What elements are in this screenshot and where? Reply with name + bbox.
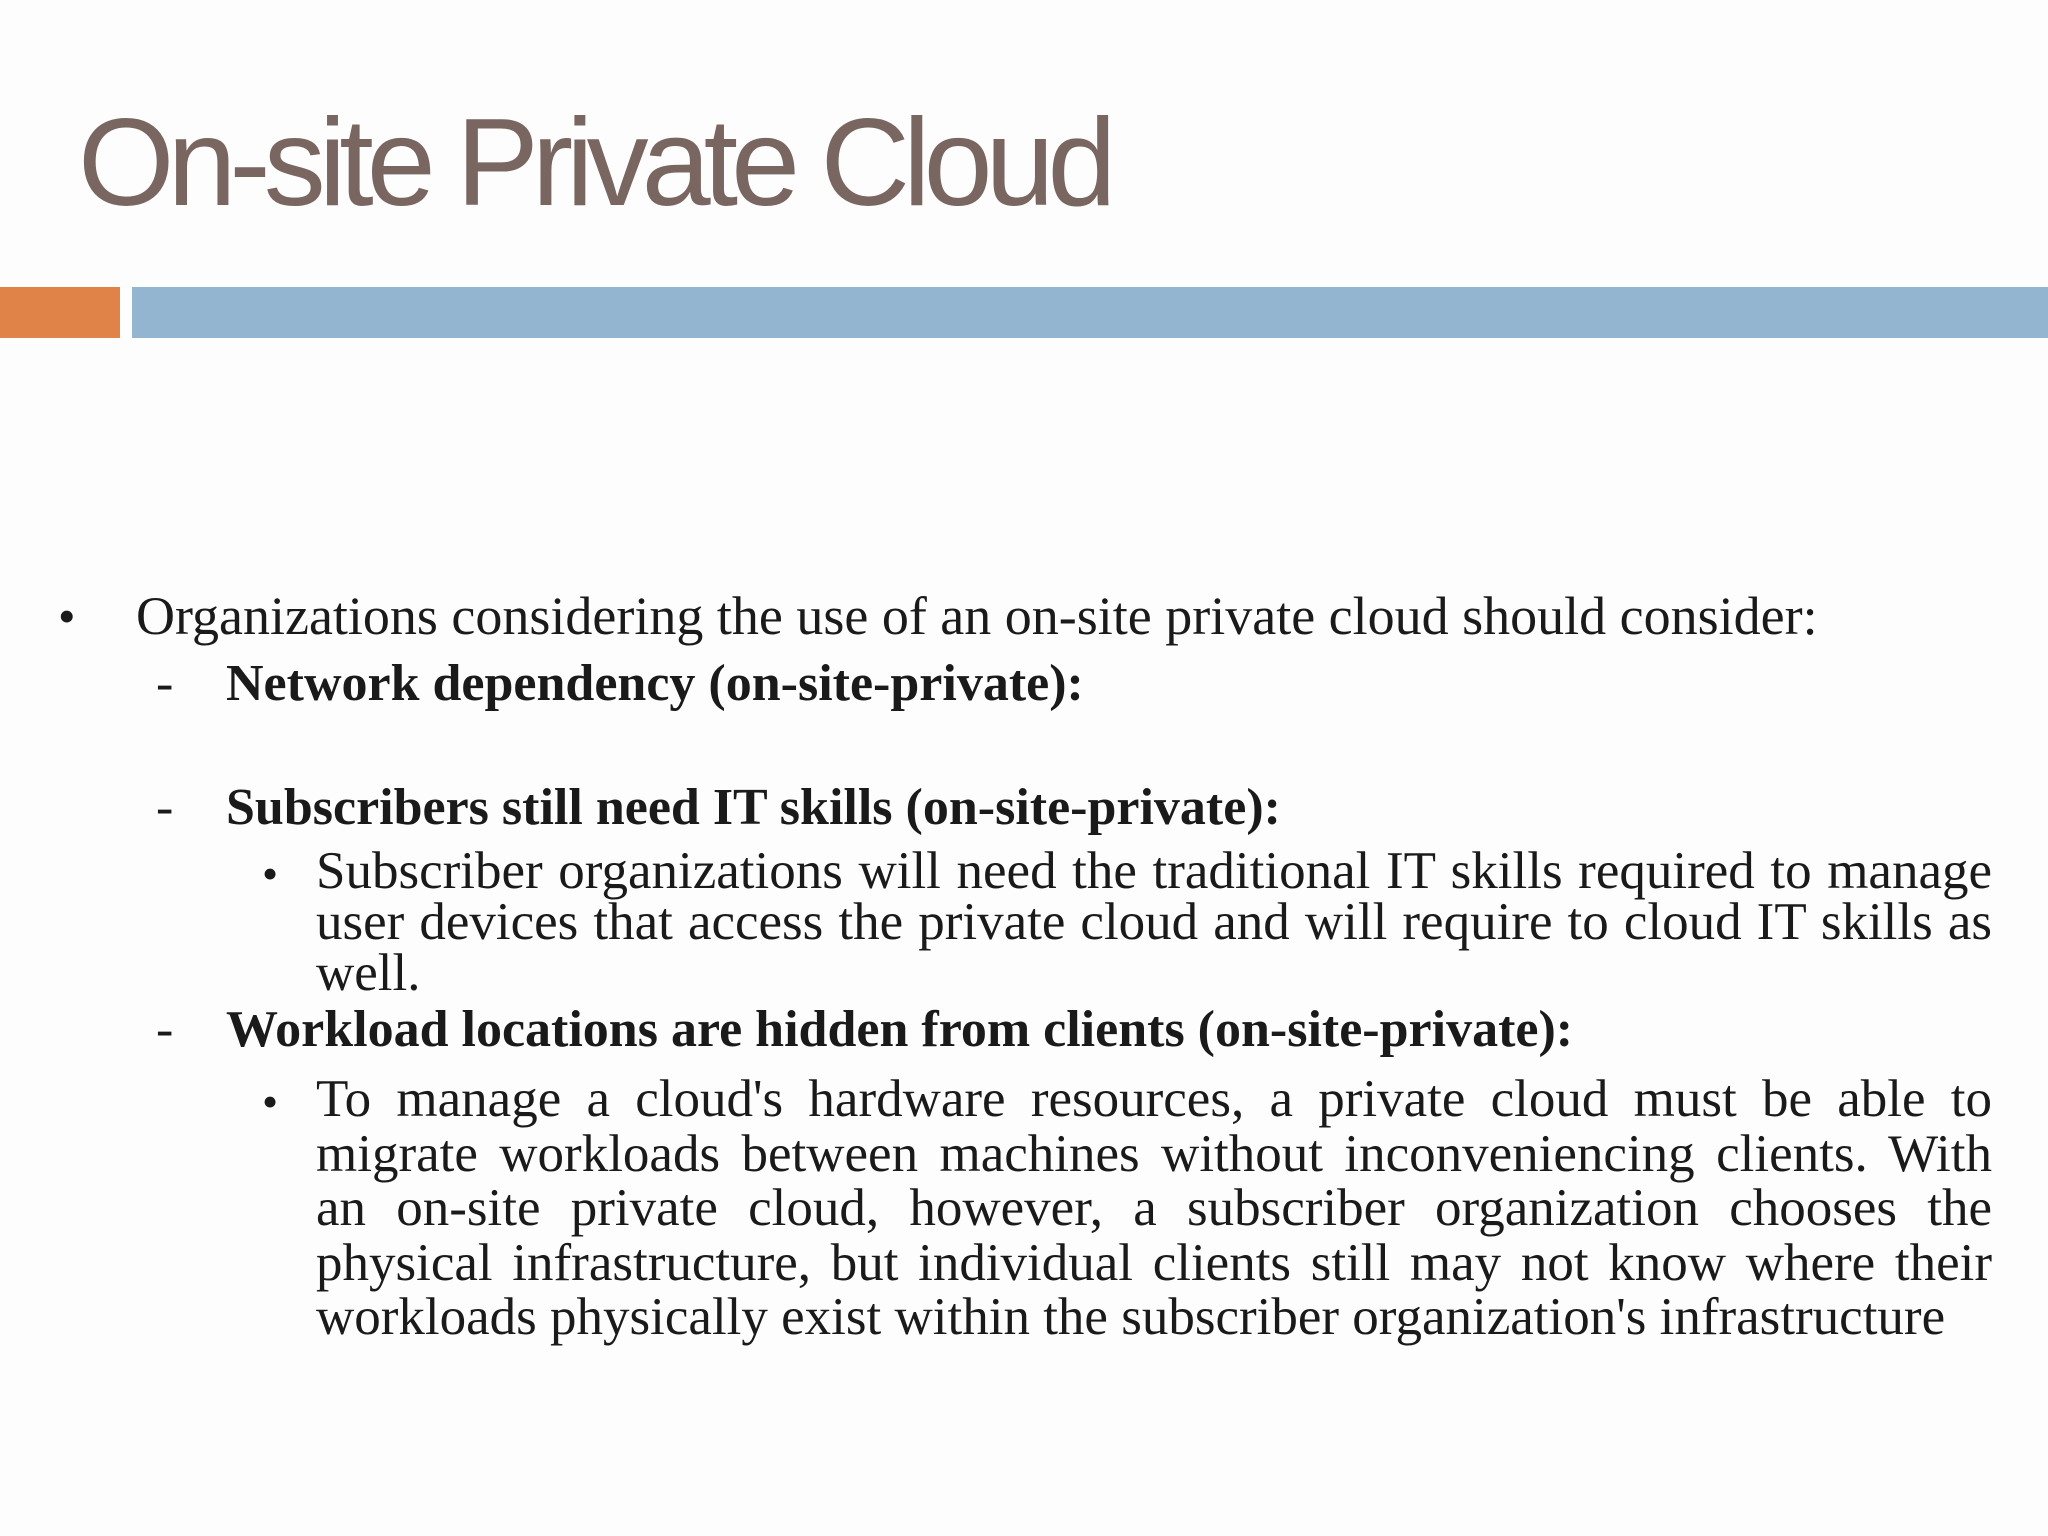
detail-bullet-marker: • [262, 1076, 279, 1127]
sub-heading-network-dependency: Network dependency (on-site-private): [226, 655, 1084, 712]
dash-marker: - [156, 1001, 174, 1058]
detail-it-skills: Subscriber organizations will need the traditional IT skills required to manage user devices that access the private cloud and will require to cloud IT skills as well. [316, 842, 1992, 1002]
main-bullet-text: Organizations considering the use of an on-site private cloud should consider: [136, 586, 1818, 646]
bullet-marker: • [58, 588, 76, 644]
detail-workload-locations: To manage a cloud's hardware resources, a private cloud must be able to migrate workloads between machines without inconveniencing clients. With an on-site private cloud, however, a subscriber organization chooses the physical infrastructure, but individual clients still may not know where their workloads physically exist within the subscriber organization's infrastructure [316, 1070, 1992, 1346]
dash-marker: - [156, 655, 174, 712]
sub-heading-it-skills: Subscribers still need IT skills (on-site-private): [226, 779, 1281, 836]
sub-heading-workload-locations: Workload locations are hidden from clients (on-site-private): [226, 1001, 1574, 1058]
dash-marker: - [156, 779, 174, 836]
detail-bullet-marker: • [262, 848, 279, 899]
slide-title: On-site Private Cloud [78, 94, 1110, 232]
